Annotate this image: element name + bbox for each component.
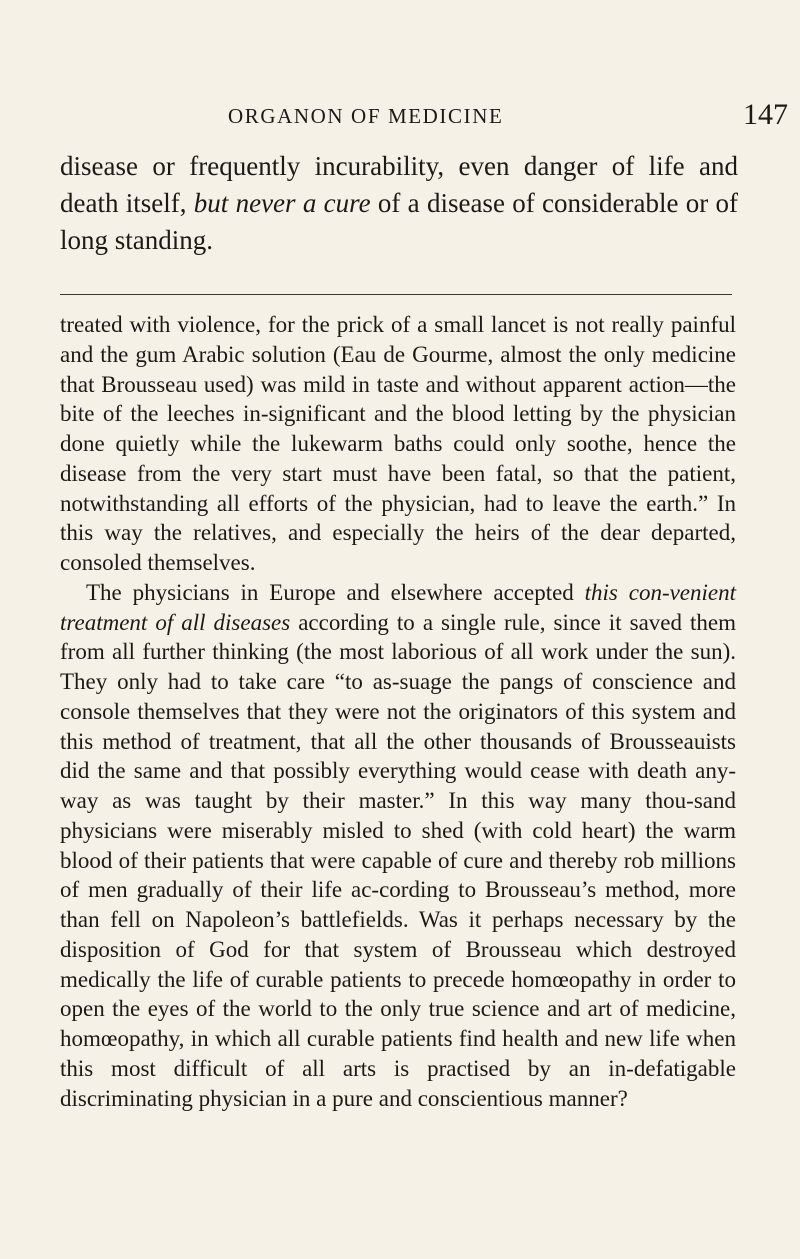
page-number: 147 <box>743 98 788 131</box>
footnote-p2-start: The physicians in Europe and elsewhere accepted <box>86 579 585 605</box>
main-text <box>60 148 738 259</box>
footnote-p2-end: according to a single rule, since it saved them from all further thinking (the most laborious of all work under the sun). They only had to take care “to as-suage the pangs of conscience and console themselves that they were not the originators of this system and this method of treatment, that all the other thousands of Brousseauists did the same and that possibly everything would cease with death any-way as was taught by their master.” In this way many thou-sand physicians were miserably misled to shed (with cold heart) the warm blood of their patients that were capable of cure and thereby rob millions of men gradually of their life ac-cording to Brousseau’s method, more than fell on Napoleon’s battlefields. Was it perhaps necessary by the disposition of God for that system of Brousseau which destroyed medically the life of curable patients to precede homœopathy in order to open the eyes of the world to the only true science and art of medicine, homœopathy, in which all curable patients find health and new life when this most difficult of all arts is practised by an in-defatigable discriminating physician in a pure and conscientious manner? <box>60 609 736 1111</box>
main-paragraph <box>60 148 738 259</box>
footnote-paragraph-2 <box>60 578 736 1114</box>
footnote-paragraph-1: treated with violence, for the prick of a small lancet is not really painful and the gum Arabic solution (Eau de Gourme, almost the only medicine that Brousseau used) was mild in taste and without apparent action—the bite of the leeches in-significant and the blood letting by the physician done quietly while the lukewarm baths could only soothe, hence the disease from the very start must have been fatal, so that the patient, notwithstanding all efforts of the physician, had to leave the earth.” In this way the relatives, and especially the heirs of the dear departed, consoled themselves. <box>60 312 736 575</box>
main-line-2-italic: but never a cure <box>193 188 371 218</box>
footnote-p2-italic: this con-venient treatment of all diseases <box>60 579 737 635</box>
running-head <box>228 98 788 134</box>
main-line-2-end: of a disease of considerable <box>370 188 679 218</box>
footnote <box>60 310 736 1113</box>
main-line-1: disease or frequently incurability, even danger of life and <box>60 151 738 181</box>
main-line-2-start: death itself, <box>60 188 194 218</box>
running-title: ORGANON OF MEDICINE <box>228 104 504 128</box>
main-line-3: or of long standing. <box>60 188 739 255</box>
footnote-divider <box>60 294 732 295</box>
